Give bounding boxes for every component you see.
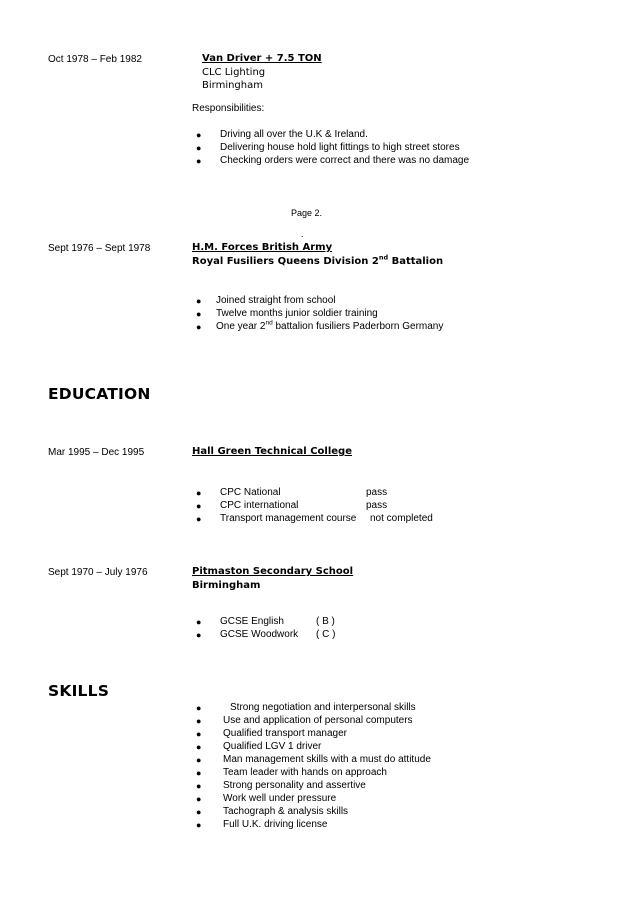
edu-name-college: Hall Green Technical College bbox=[192, 446, 352, 457]
bullet-icon: ● bbox=[196, 130, 202, 140]
job-title-van-driver: Van Driver + 7.5 TON bbox=[202, 53, 322, 64]
skill-item: Qualified LGV 1 driver bbox=[223, 741, 322, 752]
bullet-icon: ● bbox=[196, 742, 202, 752]
bullet-icon: ● bbox=[196, 820, 202, 830]
bullet-icon: ● bbox=[196, 296, 202, 306]
result-value: pass bbox=[366, 487, 388, 498]
skill-item: Use and application of personal computers bbox=[223, 715, 413, 726]
page-dot: . bbox=[301, 229, 304, 239]
section-heading-education: EDUCATION bbox=[48, 385, 151, 403]
list-item: Checking orders were correct and there was no damage bbox=[220, 155, 470, 166]
skill-item: Strong negotiation and interpersonal skills bbox=[230, 702, 416, 713]
bullet-icon: ● bbox=[196, 488, 202, 498]
skill-item: Full U.K. driving license bbox=[223, 819, 328, 830]
list-item: Joined straight from school bbox=[216, 295, 336, 306]
bullet-icon: ● bbox=[196, 322, 202, 332]
grade-value: ( B ) bbox=[316, 616, 335, 627]
bullet-icon: ● bbox=[196, 781, 202, 791]
bullet-icon: ● bbox=[196, 768, 202, 778]
edu-dates-school: Sept 1970 – July 1976 bbox=[48, 567, 148, 578]
bullet-icon: ● bbox=[196, 514, 202, 524]
bullet-icon: ● bbox=[196, 807, 202, 817]
skill-item: Qualified transport manager bbox=[223, 728, 347, 739]
list-item: GCSE English bbox=[220, 616, 284, 627]
skill-item: Strong personality and assertive bbox=[223, 780, 366, 791]
list-item: Driving all over the U.K & Ireland. bbox=[220, 129, 368, 140]
skill-item: Man management skills with a must do attitude bbox=[223, 754, 431, 765]
job-location: Birmingham bbox=[202, 80, 263, 91]
job-dates-van-driver: Oct 1978 – Feb 1982 bbox=[48, 54, 142, 65]
bullet-icon: ● bbox=[196, 309, 202, 319]
edu-dates-college: Mar 1995 – Dec 1995 bbox=[48, 447, 145, 458]
job-company: CLC Lighting bbox=[202, 67, 266, 78]
school-location: Birmingham bbox=[192, 580, 261, 591]
bullet-icon: ● bbox=[196, 703, 202, 713]
list-item: CPC National bbox=[220, 487, 281, 498]
bullet-icon: ● bbox=[196, 156, 202, 166]
job-title-army: H.M. Forces British Army bbox=[192, 242, 333, 253]
job-dates-army: Sept 1976 – Sept 1978 bbox=[48, 243, 151, 254]
list-item: One year 2nd battalion fusiliers Paderborn Germany bbox=[216, 319, 444, 332]
bullet-icon: ● bbox=[196, 501, 202, 511]
grade-value: ( C ) bbox=[316, 629, 336, 640]
result-value: not completed bbox=[370, 513, 433, 524]
result-value: pass bbox=[366, 500, 388, 511]
army-unit: Royal Fusiliers Queens Division 2nd Battalion bbox=[192, 253, 444, 267]
bullet-icon: ● bbox=[196, 755, 202, 765]
bullet-icon: ● bbox=[196, 794, 202, 804]
bullet-icon: ● bbox=[196, 617, 202, 627]
bullet-icon: ● bbox=[196, 630, 202, 640]
list-item: GCSE Woodwork bbox=[220, 629, 299, 640]
list-item: CPC international bbox=[220, 500, 299, 511]
bullet-icon: ● bbox=[196, 143, 202, 153]
skill-item: Tachograph & analysis skills bbox=[223, 806, 349, 817]
list-item: Transport management course bbox=[220, 513, 357, 524]
bullet-icon: ● bbox=[196, 729, 202, 739]
responsibilities-label: Responsibilities: bbox=[192, 103, 265, 114]
edu-name-school: Pitmaston Secondary School bbox=[192, 566, 354, 577]
bullet-icon: ● bbox=[196, 716, 202, 726]
list-item: Delivering house hold light fittings to high street stores bbox=[220, 142, 460, 153]
section-heading-skills: SKILLS bbox=[48, 682, 110, 700]
page-number: Page 2. bbox=[291, 208, 323, 218]
skill-item: Work well under pressure bbox=[223, 793, 337, 804]
list-item: Twelve months junior soldier training bbox=[216, 308, 378, 319]
skill-item: Team leader with hands on approach bbox=[223, 767, 387, 778]
